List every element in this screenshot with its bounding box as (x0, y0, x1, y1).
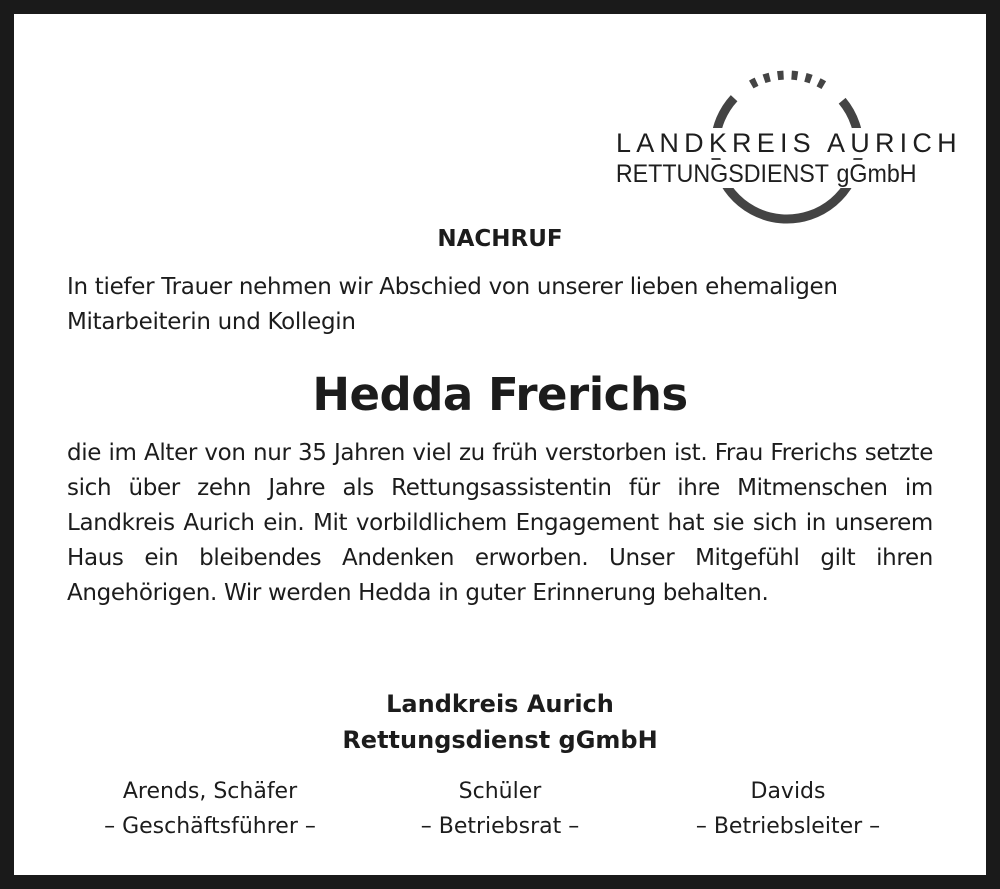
logo-text-line2 (614, 160, 918, 188)
signer-role: – Geschäftsführer – (104, 814, 316, 839)
signer-role: – Betriebsleiter – (695, 814, 881, 839)
logo-text-suffix: gGmbH (836, 160, 917, 188)
logo-text-line1: LANDKREIS AURICH (616, 128, 962, 158)
signer-role: – Betriebsrat – (420, 814, 580, 839)
notice-heading: NACHRUF (437, 226, 563, 252)
logo-text-main: RETTUNGSDIENST (615, 160, 830, 188)
signature-org-line2: Rettungsdienst gGmbH (342, 726, 658, 754)
organization-logo (614, 62, 974, 232)
signer-names: Arends, Schäfer (122, 779, 298, 804)
signer-management (60, 774, 360, 844)
deceased-name: Hedda Frerichs (312, 368, 688, 421)
signature-org-line1: Landkreis Aurich (386, 690, 614, 718)
signer-works-council (350, 774, 650, 844)
signer-names: Schüler (458, 779, 542, 804)
obituary-notice (14, 14, 986, 875)
signer-operations-manager (638, 774, 938, 844)
signature-organization (14, 686, 986, 758)
signer-names: Davids (750, 779, 826, 804)
body-text: die im Alter von nur 35 Jahren viel zu früh verstorben ist. Frau Frerichs setzte sich über zehn Jahre als Rettungsassistentin für ihre Mitmenschen im Landkreis Aurich ein. Mit vorbildlichem Engagement hat sie sich in unserem Haus ein bleibendes Andenken erworben. Unser Mitgefühl gilt ihren Angehörigen. Wir werden Hedda in guter Erinnerung behalten. (67, 440, 933, 606)
intro-text: In tiefer Trauer nehmen wir Abschied von unserer lieben ehemaligen Mitarbeiterin und Kollegin (67, 274, 838, 335)
